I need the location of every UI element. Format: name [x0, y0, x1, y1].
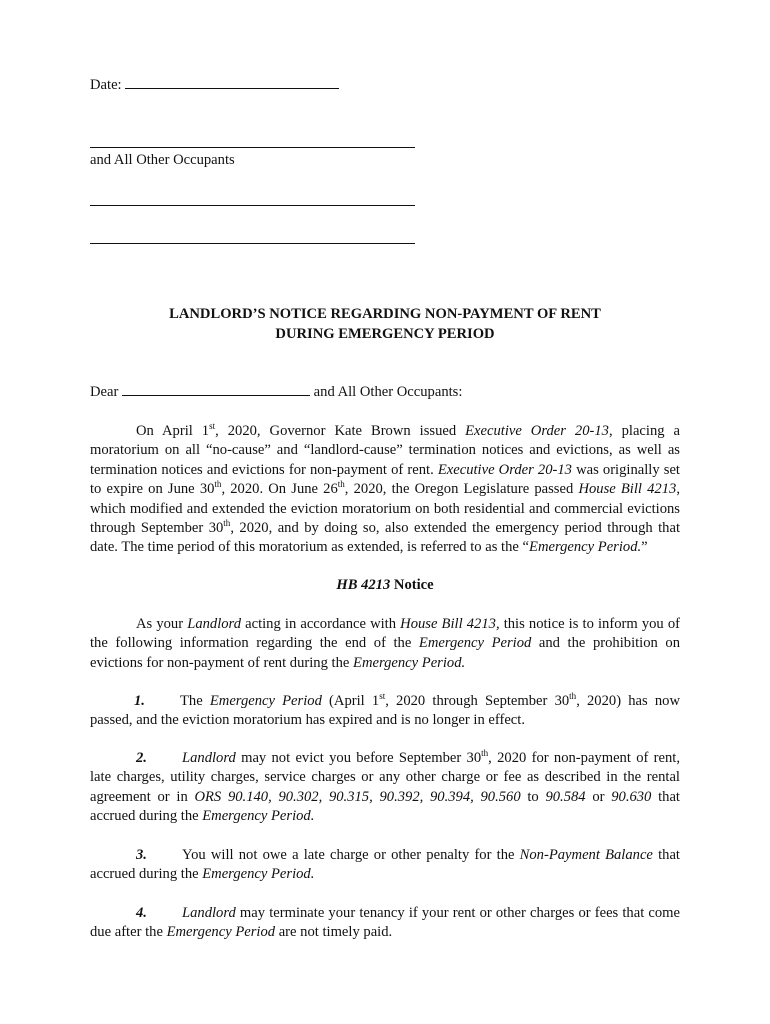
ordinal-suffix: th [223, 518, 231, 529]
intro-text: , 2020, the Oregon Legislature passed [344, 481, 579, 498]
item-text: that accrued during the [90, 788, 680, 825]
tenant-name-blank-line[interactable] [90, 147, 415, 148]
ordinal-suffix: st [379, 691, 386, 701]
non-payment-balance-term: Non-Payment Balance [519, 847, 653, 863]
emergency-period-term: Emergency Period [418, 635, 532, 652]
ordinal-suffix: th [569, 691, 577, 701]
para-text: and the prohibition on evictions for non-payment of rent during the [90, 635, 680, 671]
ordinal-suffix: st [209, 421, 216, 431]
ordinal-suffix: th [481, 748, 489, 758]
item-1 [90, 692, 680, 731]
item-text: may terminate your tenancy if your rent or other charges or fees that come due after the [90, 905, 680, 941]
date-blank-line[interactable] [125, 88, 339, 89]
item-text: , 2020) has now passed, and the eviction moratorium has expired and is no longer in effect. [90, 693, 681, 729]
executive-order-ref: Executive Order 20-13 [465, 423, 609, 439]
landlord-paragraph [90, 615, 680, 673]
executive-order-ref: Executive Order 20-13 [437, 461, 572, 478]
emergency-period-term: Emergency Period [166, 924, 276, 941]
salutation [90, 383, 680, 402]
intro-text: , placing a moratorium on all “no-cause” and “landlord-cause” termination notices and evictions, as well as termination notices and evictions for non-payment of rent. [90, 423, 680, 478]
item-text: You will not owe a late charge or other penalty for the [182, 847, 520, 863]
intro-text: was originally set to expire on June 30 [90, 461, 680, 498]
ordinal-suffix: th [214, 479, 222, 490]
ors-ref: 90.584 [545, 788, 586, 805]
salutation-suffix: and All Other Occupants: [313, 384, 463, 400]
intro-text: , 2020, and by doing so, also extended the emergency period through that date. The time period of this moratorium as extended, is referred to as the “ [90, 520, 680, 556]
item-3 [90, 846, 680, 885]
para-text: As your [136, 616, 188, 632]
emergency-period-term: Emergency Period. [202, 808, 315, 825]
landlord-term: Landlord [187, 616, 241, 632]
item-text: to [520, 788, 546, 805]
house-bill-ref: House Bill 4213, [400, 616, 500, 632]
dear-blank-line[interactable] [122, 395, 310, 396]
item-text: are not timely paid. [275, 924, 393, 941]
emergency-period-term: Emergency Period [209, 693, 322, 709]
item-text: may not evict you before September 30 [235, 750, 482, 766]
landlord-term: Landlord [182, 750, 236, 766]
item-number: 4. [136, 905, 147, 921]
item-4 [90, 904, 680, 943]
address-line-1-blank[interactable] [90, 205, 415, 206]
ors-ref: ORS 90.140, 90.302, 90.315, 90.392, 90.394, 90.560 [194, 788, 521, 805]
para-text: this notice is to inform you of the following information regarding the end of the [90, 616, 680, 652]
hb-notice-heading [90, 576, 680, 595]
intro-text: On April 1 [136, 423, 210, 439]
date-row [90, 76, 680, 95]
item-number: 2. [136, 750, 147, 766]
emergency-period-term: Emergency Period. [202, 866, 315, 883]
item-text: that accrued during the [90, 847, 680, 883]
landlord-term: Landlord [182, 905, 236, 921]
ors-ref: 90.630 [611, 788, 652, 805]
item-number: 3. [136, 847, 147, 863]
intro-text: ” [641, 539, 648, 556]
house-bill-ref: House Bill 4213 [578, 481, 677, 498]
occupants-label: and All Other Occupants [90, 152, 235, 168]
ordinal-suffix: th [337, 479, 345, 490]
date-label: Date: [90, 77, 122, 93]
emergency-period-term: Emergency Period. [529, 539, 642, 556]
notice-title-line-1: LANDLORD’S NOTICE REGARDING NON-PAYMENT OF RENT [169, 306, 601, 322]
item-text: , 2020 through September 30 [385, 693, 570, 709]
intro-text: , 2020, Governor Kate Brown issued [215, 423, 466, 439]
dear-label: Dear [90, 384, 119, 400]
item-text: The [180, 693, 210, 709]
intro-paragraph [90, 422, 680, 558]
notice-title-line-2: DURING EMERGENCY PERIOD [275, 326, 495, 342]
hb-ref: HB 4213 [336, 577, 391, 593]
item-number: 1. [134, 693, 145, 709]
item-text: (April 1 [321, 693, 380, 709]
item-text: or [585, 788, 612, 805]
intro-text: , which modified and extended the eviction moratorium on both residential and commercial evictions through September 30 [90, 481, 680, 537]
emergency-period-term: Emergency Period. [353, 654, 466, 671]
para-text: acting in accordance with [241, 616, 401, 632]
item-2 [90, 749, 680, 827]
notice-word: Notice [390, 577, 434, 593]
address-line-2-blank[interactable] [90, 243, 415, 244]
intro-text: , 2020. On June 26 [221, 481, 338, 498]
item-text: , 2020 for non-payment of rent, late charges, utility charges, service charges or any other charge or fee as described in the rental agreement or in [90, 750, 680, 805]
